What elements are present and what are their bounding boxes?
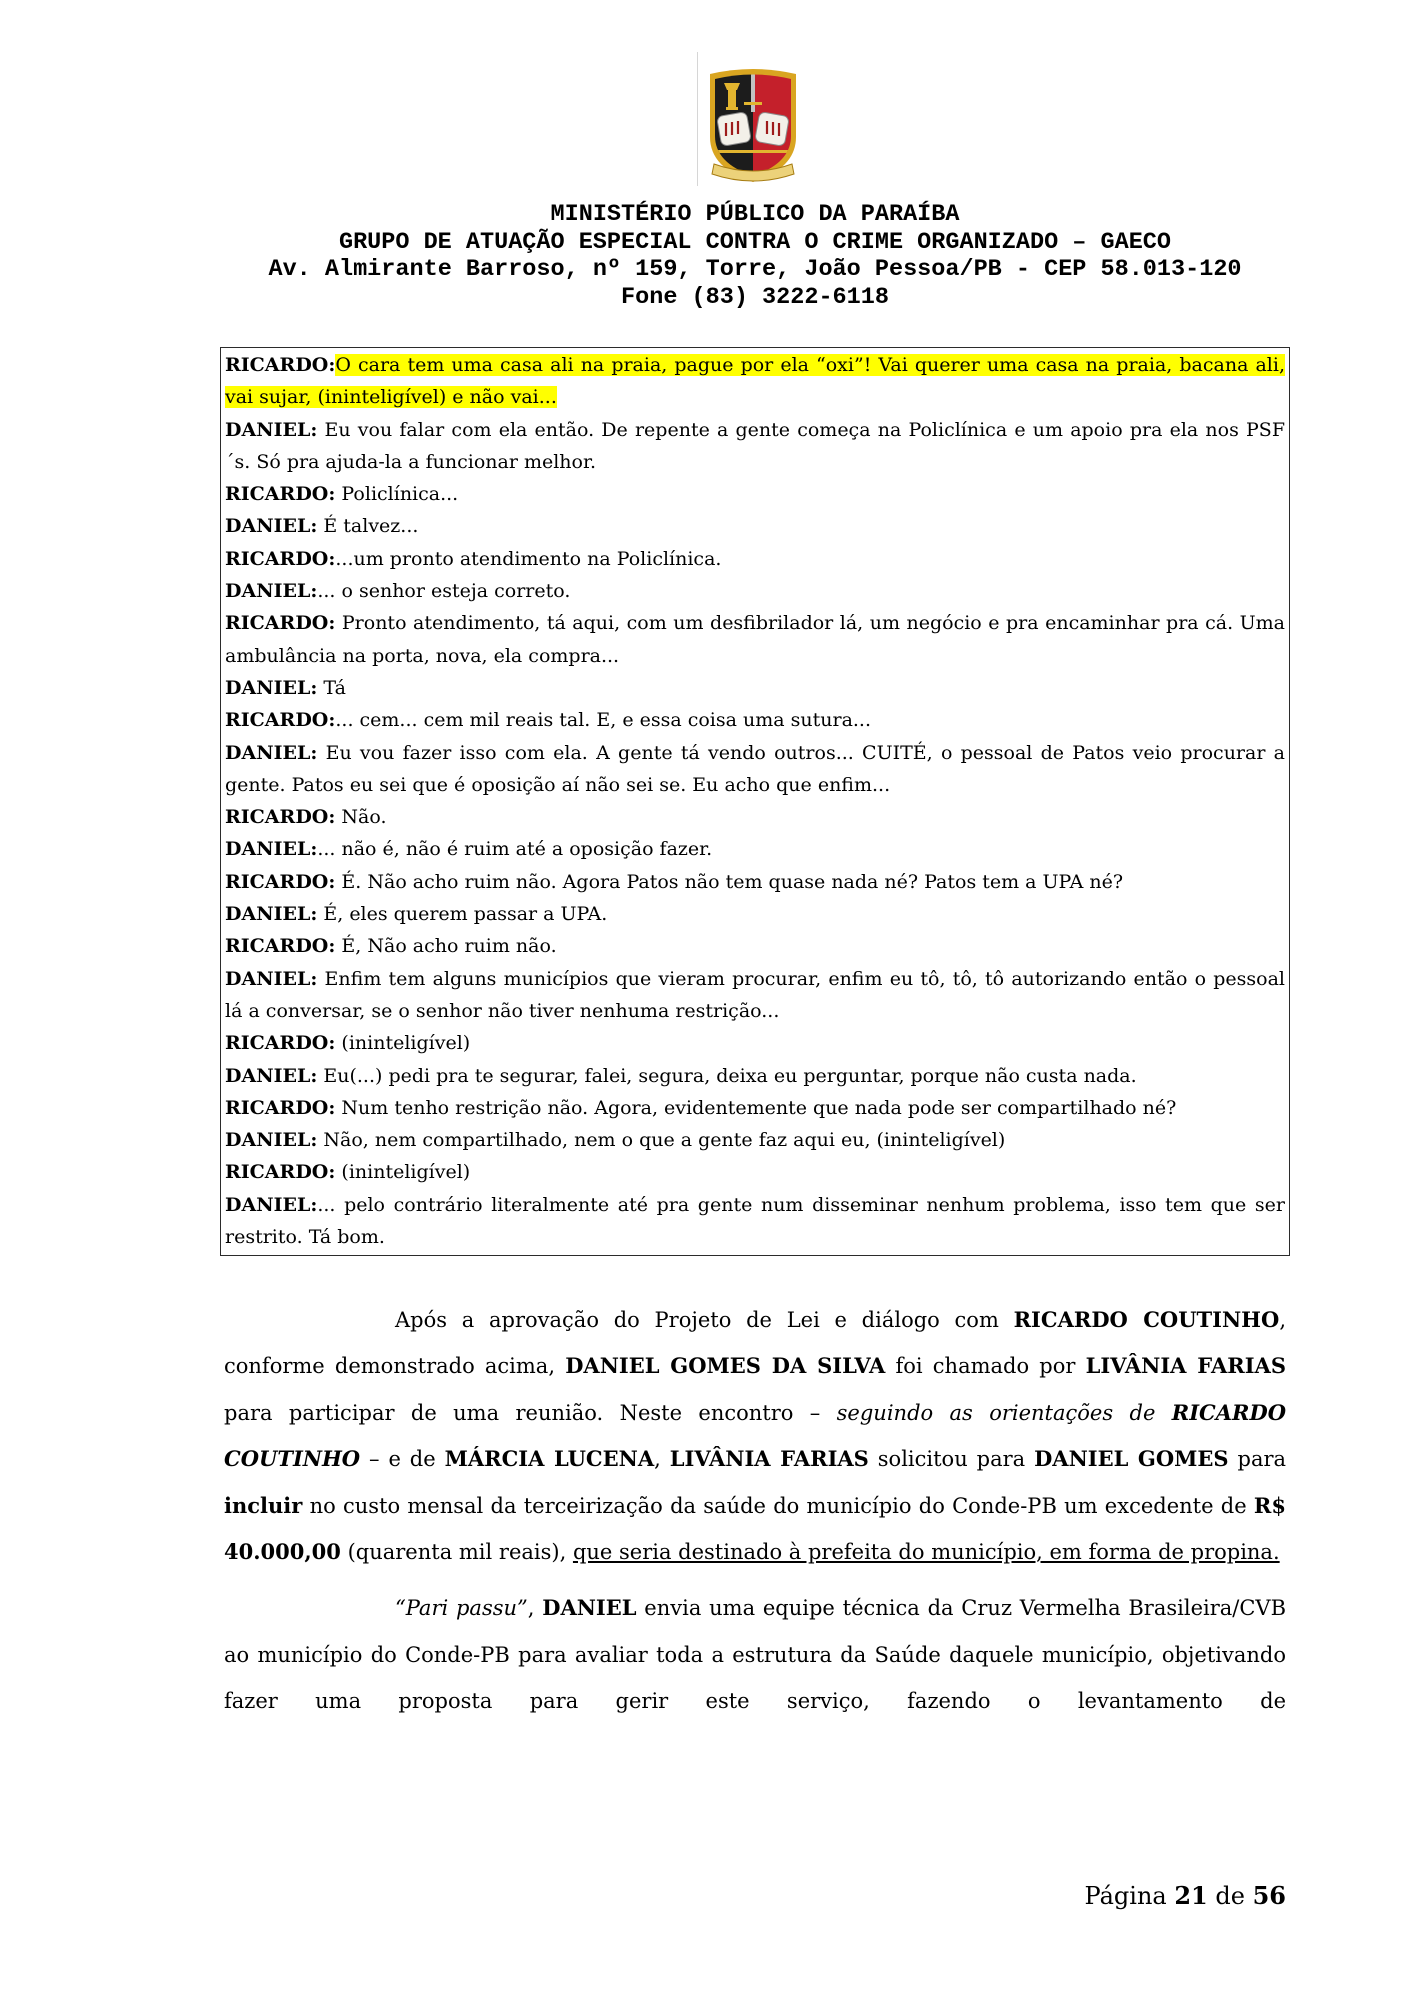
institution-name: MINISTÉRIO PÚBLICO DA PARAÍBA [550, 201, 960, 228]
speaker-label: RICARDO: [225, 1096, 336, 1119]
text-run: , conforme demonstrado acima, [224, 1308, 1286, 1379]
header-divider-line [697, 52, 698, 186]
speaker-label: DANIEL: [225, 580, 318, 603]
dialogue-entry [225, 349, 1285, 414]
person-name: DANIEL [542, 1595, 637, 1621]
group-name: GRUPO DE ATUAÇÃO ESPECIAL CONTRA O CRIME ORGANIZADO – GAECO [338, 228, 1172, 256]
dialogue-text: É talvez... [317, 515, 419, 538]
dialogue-text: ... não é, não é ruim até a oposição fazer. [317, 838, 713, 861]
dialogue-text: Policlínica... [335, 483, 459, 506]
person-name: MÁRCIA LUCENA [444, 1446, 655, 1472]
italic-text: “Pari passu” [395, 1596, 528, 1621]
mppb-coat-of-arms-logo [706, 64, 800, 186]
dialogue-entry [225, 801, 1285, 833]
dialogue-text: Eu vou fazer isso com ela. A gente tá vendo outros... CUITÉ, o pessoal de Patos veio procurar a gente. Patos eu sei que é oposição aí não sei se. Eu acho que enfim... [225, 741, 1285, 796]
dialogue-text: ... pelo contrário literalmente até pra gente num disseminar nenhum problema, isso tem que ser restrito. Tá bom. [225, 1193, 1285, 1249]
text-run: , [527, 1596, 543, 1621]
dialogue-text: ... cem... cem mil reais tal. E, e essa coisa uma sutura... [335, 709, 872, 732]
dialogue-text: Enfim tem alguns municípios que vieram procurar, enfim eu tô, tô, tô autorizando então o pessoal lá a conversar, se o senhor não tiver nenhuma restrição... [225, 967, 1285, 1022]
dialogue-entry [225, 1189, 1285, 1254]
sword-guard [744, 102, 762, 105]
dialogue-entry [225, 963, 1285, 1028]
speaker-label: RICARDO: [225, 483, 336, 506]
speaker-label: RICARDO: [225, 806, 336, 829]
dialogue-text: É, Não acho ruim não. [335, 935, 557, 958]
text-run: , [654, 1447, 670, 1472]
dialogue-text: Tá [317, 676, 346, 699]
highlighted-dialogue-text: O cara tem uma casa ali na praia, pague por ela “oxi”! Vai querer uma casa na praia, bacana ali, vai sujar, (ininteligível) e não vai... [225, 354, 1285, 409]
text-run: (quarenta mil reais), [340, 1540, 573, 1565]
total-pages: 56 [1252, 1881, 1286, 1910]
dialogue-entry [225, 1092, 1285, 1124]
dialogue-text: ... o senhor esteja correto. [317, 580, 571, 603]
dialogue-text: Não, nem compartilhado, nem o que a gente faz aqui eu, (ininteligível) [317, 1129, 1006, 1152]
text-run: para [1228, 1447, 1287, 1472]
text-run: para participar de uma reunião. Neste encontro – [224, 1400, 837, 1425]
person-name: DANIEL GOMES DA SILVA [565, 1353, 886, 1379]
page-number [1085, 1880, 1286, 1912]
text-run: foi chamado por [885, 1354, 1086, 1379]
speaker-label: DANIEL: [225, 1064, 318, 1087]
italic-text: seguindo as orientações de [836, 1400, 1172, 1425]
page-label: Página [1084, 1882, 1175, 1910]
dialogue-entry [225, 1156, 1285, 1188]
text-run: envia uma equipe técnica da Cruz Vermelha Brasileira/CVB ao município do Conde-PB para avaliar toda a estrutura da Saúde daquele município, objetivando fazer uma proposta para gerir este serviço, fazendo o levantamento de [224, 1596, 1287, 1714]
dialogue-entry [225, 704, 1285, 736]
shield-base-gold-band [715, 150, 791, 153]
dialogue-entry [225, 414, 1285, 479]
dialogue-entry [225, 866, 1285, 898]
text-run: – e de [360, 1447, 445, 1472]
phone: Fone (83) 3222-6118 [621, 283, 889, 311]
current-page: 21 [1174, 1881, 1208, 1910]
person-name-italic: RICARDO COUTINHO [224, 1399, 1286, 1472]
document-body [224, 1297, 1286, 1725]
speaker-label: RICARDO: [225, 870, 336, 893]
dialogue-text: Não. [335, 806, 387, 829]
dialogue-entry [225, 510, 1285, 542]
speaker-label: RICARDO: [225, 354, 336, 376]
person-name: RICARDO COUTINHO [1013, 1307, 1280, 1332]
text-run: no custo mensal da terceirização da saúde do município do Conde-PB um excedente de [302, 1493, 1254, 1518]
dialogue-text: Eu(...) pedi pra te segurar, falei, segura, deixa eu perguntar, porque não custa nada. [317, 1064, 1137, 1087]
speaker-label: DANIEL: [225, 676, 318, 699]
speaker-label: DANIEL: [225, 903, 318, 926]
speaker-label: RICARDO: [225, 709, 336, 732]
bold-amount: R$ 40.000,00 [224, 1492, 1286, 1565]
dialogue-entry [225, 898, 1285, 930]
dialogue-text: (ininteligível) [335, 1032, 471, 1055]
left-tablet [717, 112, 752, 147]
text-run: solicitou para [868, 1447, 1035, 1472]
speaker-label: RICARDO: [225, 547, 336, 570]
dialogue-text: ...um pronto atendimento na Policlínica. [335, 547, 722, 570]
dialogue-entry [225, 575, 1285, 607]
dialogue-text: Num tenho restrição não. Agora, evidentemente que nada pode ser compartilhado né? [335, 1096, 1177, 1119]
transcript-box [220, 347, 1290, 1256]
speaker-label: RICARDO: [225, 612, 336, 635]
dialogue-entry [225, 543, 1285, 575]
speaker-label: DANIEL: [225, 1193, 318, 1216]
dialogue-text: É, eles querem passar a UPA. [317, 903, 608, 926]
dialogue-text: Eu vou falar com ela então. De repente a gente começa na Policlínica e um apoio pra ela nos PSF´s. Só pra ajuda-la a funcionar melhor. [225, 418, 1285, 473]
dialogue-entry [225, 672, 1285, 704]
dialogue-entry [225, 478, 1285, 510]
sword-blade [751, 74, 755, 112]
letterhead [224, 201, 1286, 311]
dialogue-entry [225, 930, 1285, 962]
speaker-label: DANIEL: [225, 967, 318, 990]
dialogue-entry [225, 833, 1285, 865]
speaker-label: DANIEL: [225, 741, 318, 764]
speaker-label: DANIEL: [225, 838, 318, 861]
dialogue-entry [225, 1060, 1285, 1092]
underlined-text: que seria destinado à prefeita do município, em forma de propina. [572, 1540, 1280, 1565]
dialogue-entry [225, 1124, 1285, 1156]
dialogue-entry [225, 607, 1285, 672]
speaker-label: RICARDO: [225, 935, 336, 958]
speaker-label: DANIEL: [225, 1129, 318, 1152]
paragraph-technical-team [224, 1585, 1286, 1724]
person-name: DANIEL GOMES [1034, 1446, 1229, 1472]
page-separator: de [1207, 1882, 1253, 1910]
dialogue-entry [225, 1027, 1285, 1059]
speaker-label: RICARDO: [225, 1161, 336, 1184]
person-name: LIVÂNIA FARIAS [1085, 1353, 1286, 1379]
dialogue-text: (ininteligível) [335, 1161, 471, 1184]
dialogue-text: É. Não acho ruim não. Agora Patos não tem quase nada né? Patos tem a UPA né? [335, 870, 1124, 893]
address: Av. Almirante Barroso, nº 159, Torre, João Pessoa/PB - CEP 58.013-120 [268, 256, 1242, 283]
speaker-label: DANIEL: [225, 418, 318, 441]
text-run: Após a aprovação do Projeto de Lei e diálogo com [395, 1308, 1014, 1332]
person-name: LIVÂNIA FARIAS [669, 1446, 869, 1472]
speaker-label: RICARDO: [225, 1032, 336, 1055]
bold-term: incluir [224, 1492, 303, 1518]
dialogue-text: Pronto atendimento, tá aqui, com um desfibrilador lá, um negócio e pra encaminhar pra cá. Uma ambulância na porta, nova, ela compra... [225, 612, 1285, 667]
dialogue-entry [225, 737, 1285, 802]
paragraph-meeting [224, 1297, 1286, 1575]
speaker-label: DANIEL: [225, 515, 318, 538]
